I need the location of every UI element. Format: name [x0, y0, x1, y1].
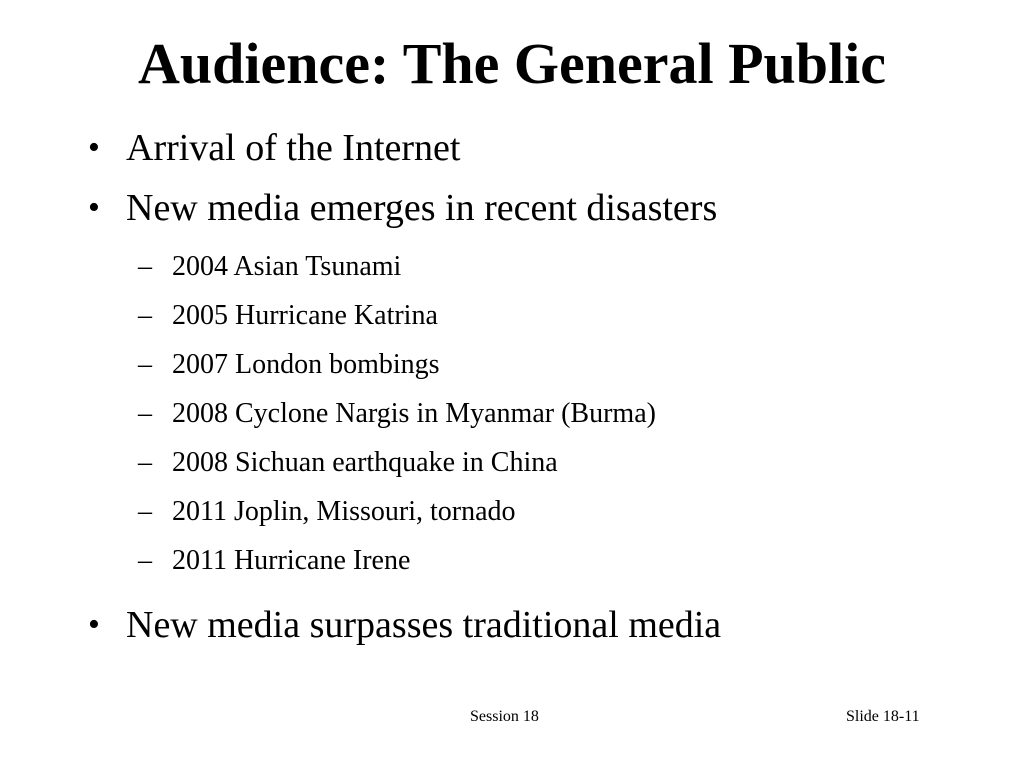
bullet-item: [0, 595, 1024, 655]
dash-marker: –: [138, 349, 152, 380]
sub-bullet-item: [0, 536, 1024, 585]
sub-bullet-text: 2008 Sichuan earthquake in China: [172, 447, 558, 478]
bullet-text: New media surpasses traditional media: [126, 604, 722, 646]
bullet-text: New media emerges in recent disasters: [126, 187, 718, 229]
sub-bullet-list: [0, 238, 1024, 595]
dash-marker: –: [138, 545, 152, 576]
footer-slide-number: Slide 18-11: [846, 708, 920, 725]
sub-bullet-item: [0, 242, 1024, 291]
bullet-marker: •: [88, 606, 100, 643]
sub-bullet-item: [0, 438, 1024, 487]
footer-session-label: Session 18: [470, 708, 539, 725]
dash-marker: –: [138, 398, 152, 429]
dash-marker: –: [138, 496, 152, 527]
sub-bullet-text: 2005 Hurricane Katrina: [172, 300, 438, 331]
sub-bullet-text: 2008 Cyclone Nargis in Myanmar (Burma): [172, 398, 656, 429]
sub-bullet-text: 2011 Joplin, Missouri, tornado: [172, 496, 516, 527]
slide-title: Audience: The General Public: [137, 31, 887, 96]
bullet-item: [0, 118, 1024, 178]
sub-bullet-text: 2011 Hurricane Irene: [172, 545, 411, 576]
sub-bullet-item: [0, 487, 1024, 536]
slide-content: [0, 118, 1024, 655]
dash-marker: –: [138, 251, 152, 282]
bullet-marker: •: [88, 189, 100, 226]
bullet-marker: •: [88, 129, 100, 166]
bullet-text: Arrival of the Internet: [126, 127, 461, 169]
sub-bullet-item: [0, 340, 1024, 389]
sub-bullet-item: [0, 291, 1024, 340]
dash-marker: –: [138, 300, 152, 331]
sub-bullet-item: [0, 389, 1024, 438]
dash-marker: –: [138, 447, 152, 478]
sub-bullet-text: 2004 Asian Tsunami: [172, 251, 402, 282]
sub-bullet-text: 2007 London bombings: [172, 349, 440, 380]
bullet-item: [0, 178, 1024, 238]
